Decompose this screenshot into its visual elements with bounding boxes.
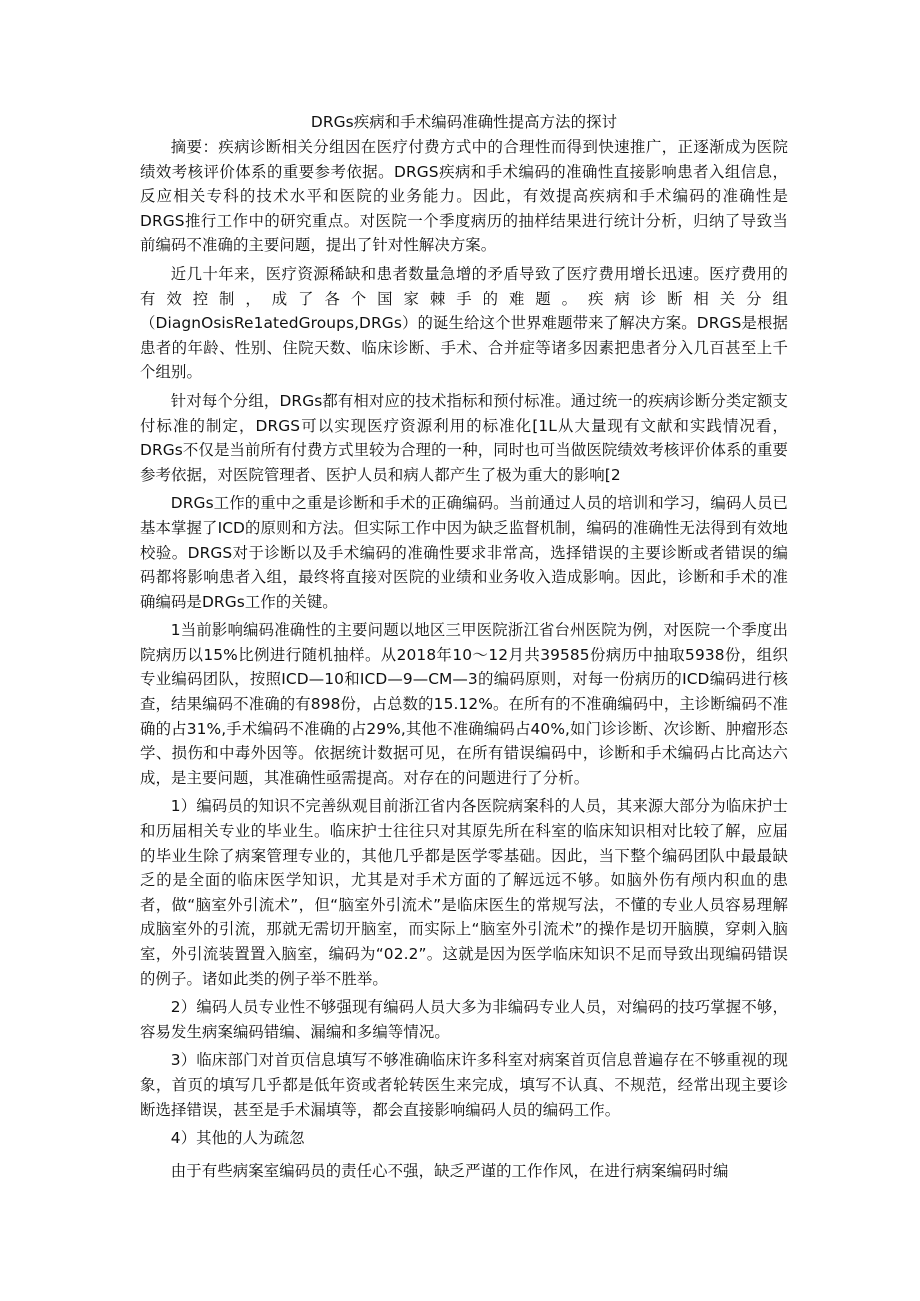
issue-3-paragraph: 3）临床部门对首页信息填写不够准确临床许多科室对病案首页信息普遍存在不够重视的现象，首页的填写几乎都是低年资或者轮转医生来完成，填写不认真、不规范，经常出现主要诊断选择错误，甚至是手术漏填等，都会直接影响编码人员的编码工作。 (140, 1051, 788, 1119)
drgs-standard-paragraph: 针对每个分组，DRGs都有相对应的技术指标和预付标准。通过统一的疾病诊断分类定额支付标准的制定，DRGS可以实现医疗资源利用的标准化[1L从大量现有文献和实践情况看，DRGs不仅是当前所有付费方式里较为合理的一种，同时也可当做医院绩效考核评价体系的重要参考依据，对医院管理者、医护人员和病人都产生了极为重大的影响[2 (140, 391, 788, 484)
issue-4-heading: 4）其他的人为疏忽 (170, 1129, 305, 1148)
issue-2-paragraph: 2）编码人员专业性不够强现有编码人员大多为非编码专业人员，对编码的技巧掌握不够，容易发生病案编码错编、漏编和多编等情况。 (140, 998, 788, 1041)
document-page (140, 110, 788, 1187)
coding-key-paragraph: DRGs工作的重中之重是诊断和手术的正确编码。当前通过人员的培训和学习，编码人员已基本掌握了ICD的原则和方法。但实际工作中因为缺乏监督机制，编码的准确性无法得到有效地校验。DRGS对于诊断以及手术编码的准确性要求非常高，选择错误的主要诊断或者错误的编码都将影响患者入组，最终将直接对医院的业绩和业务收入造成影响。因此，诊断和手术的准确编码是DRGs工作的关键。 (140, 494, 788, 611)
intro-paragraph: 近几十年来，医疗资源稀缺和患者数量急增的矛盾导致了医疗费用增长迅速。医疗费用的有效控制，成了各个国家棘手的难题。疾病诊断相关分组（DiagnOsisRe1atedGroups,DRGs）的诞生给这个世界难题带来了解决方案。DRGS是根据患者的年龄、性别、住院天数、临床诊断、手术、合并症等诸多因素把患者分入几百甚至上千个组别。 (140, 264, 788, 382)
issue-1-paragraph: 1）编码员的知识不完善纵观目前浙江省内各医院病案科的人员，其来源大部分为临床护士和历届相关专业的毕业生。临床护士往往只对其原先所在科室的临床知识相对比较了解，应届的毕业生除了病案管理专业的，其他几乎都是医学零基础。因此，当下整个编码团队中最最缺乏的是全面的临床医学知识，尤其是对手术方面的了解远远不够。如脑外伤有颅内积血的患者，做“脑室外引流术”，但“脑室外引流术”是临床医生的常规写法，不懂的专业人员容易理解成脑室外的引流，那就无需切开脑室，而实际上“脑室外引流术”的操作是切开脑膜，穿刺入脑室，外引流装置置入脑室，编码为“02.2”。这就是因为医学临床知识不足而导致出现编码错误的例子。诸如此类的例子举不胜举。 (140, 797, 788, 988)
section-1-paragraph: 1当前影响编码准确性的主要问题以地区三甲医院浙江省台州医院为例，对医院一个季度出院病历以15%比例进行随机抽样。从2018年10～12月共39585份病历中抽取5938份，组织专业编码团队，按照ICD—10和ICD—9—CM—3的编码原则，对每一份病历的ICD编码进行核查，结果编码不准确的有898份，占总数的15.12%。在所有的不准确编码中，主诊断编码不准确的占31%,手术编码不准确的占29%,其他不准确编码占40%,如门诊诊断、次诊断、肿瘤形态学、损伤和中毒外因等。依据统计数据可见，在所有错误编码中，诊断和手术编码占比高达六成，是主要问题，其准确性亟需提高。对存在的问题进行了分析。 (140, 621, 788, 787)
abstract-paragraph: 摘要：疾病诊断相关分组因在医疗付费方式中的合理性而得到快速推广，正逐渐成为医院绩效考核评价体系的重要参考依据。DRGS疾病和手术编码的准确性直接影响患者入组信息，反应相关专科的技术水平和医院的业务能力。因此，有效提高疾病和手术编码的准确性是DRGS推行工作中的研究重点。对医院一个季度病历的抽样结果进行统计分析，归纳了导致当前编码不准确的主要问题，提出了针对性解决方案。 (140, 138, 788, 255)
issue-4-paragraph: 由于有些病案室编码员的责任心不强，缺乏严谨的工作作风，在进行病案编码时编 (170, 1161, 729, 1180)
document-title: DRGs疾病和手术编码准确性提高方法的探讨 (310, 113, 618, 131)
